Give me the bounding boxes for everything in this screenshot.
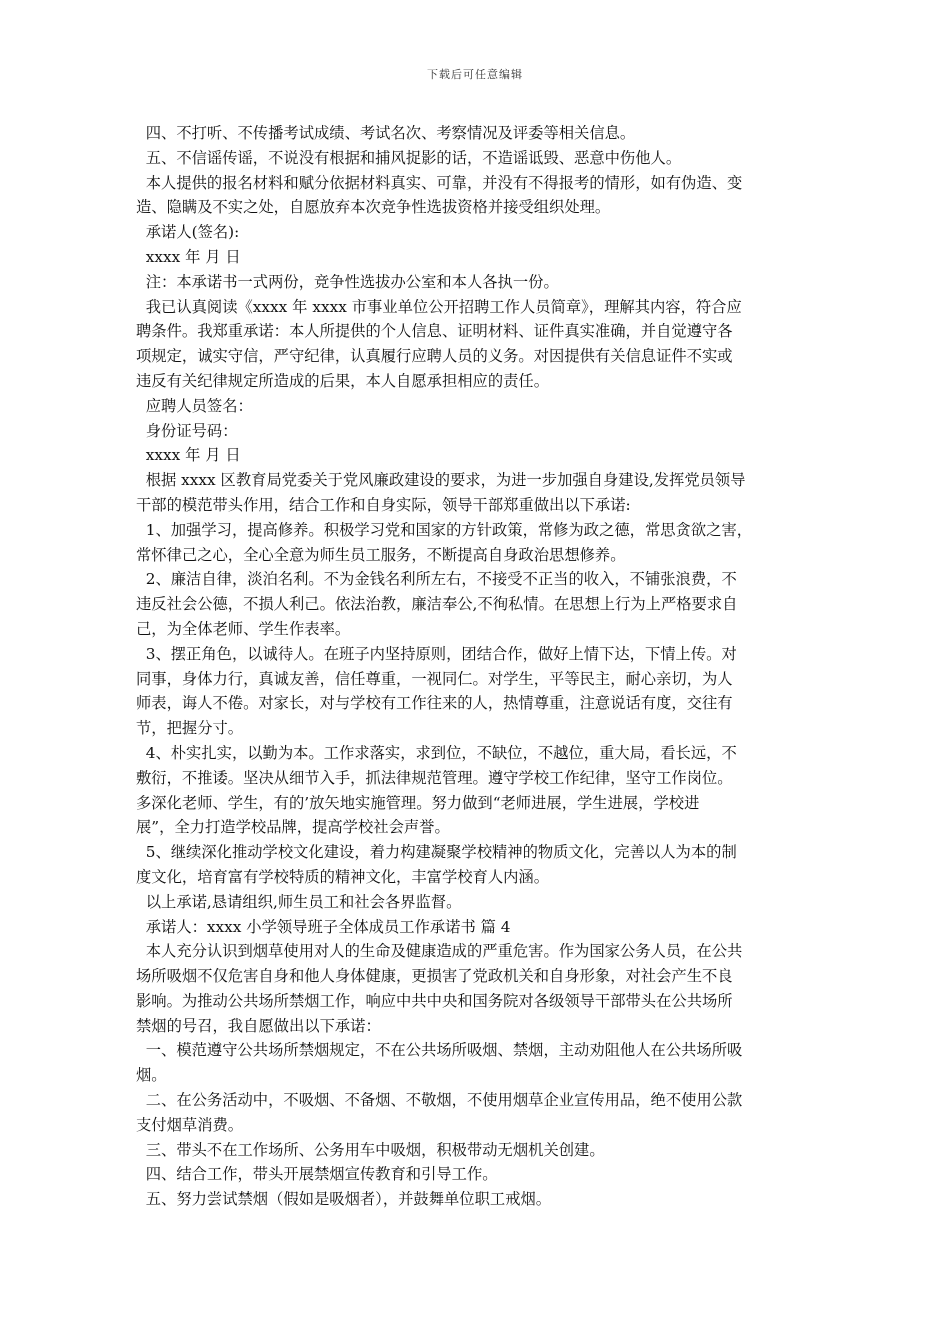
text-line: 承诺人：xxxx 小学领导班子全体成员工作承诺书 篇 4 <box>136 917 511 936</box>
text-line: 场所吸烟不仅危害自身和他人身体健康，更损害了党政机关和自身形象，对社会产生不良 <box>136 967 733 986</box>
text-line: 我已认真阅读《xxxx 年 xxxx 市事业单位公开招聘工作人员简章》，理解其内容，符合应 <box>136 297 742 316</box>
text-line: 师表，诲人不倦。对家长，对与学校有工作往来的人，热情尊重，注意说话有度，交往有 <box>136 694 733 713</box>
text-line: 展”，全力打造学校品牌，提高学校社会声誉。 <box>136 818 450 837</box>
text-line: 身份证号码： <box>136 421 238 440</box>
text-line: 违反有关纪律规定所造成的后果，本人自愿承担相应的责任。 <box>136 371 550 390</box>
page-header: 下载后可任意编辑 <box>427 68 523 81</box>
text-line: 同事，身体力行，真诚友善，信任尊重，一视同仁。对学生，平等民主，耐心亲切，为人 <box>136 669 733 688</box>
text-line: 禁烟的号召，我自愿做出以下承诺： <box>136 1016 381 1035</box>
text-line: 违反社会公德，不损人利己。依法治教，廉洁奉公,不徇私情。在思想上行为上严格要求自 <box>136 595 738 614</box>
text-line: 以上承诺,恳请组织,师生员工和社会各界监督。 <box>136 892 462 911</box>
text-line: 项规定，诚实守信，严守纪律，认真履行应聘人员的义务。对因提供有关信息证件不实或 <box>136 347 733 366</box>
text-line: 三、带头不在工作场所、公务用车中吸烟，积极带动无烟机关创建。 <box>136 1140 605 1159</box>
text-line: 根据 xxxx 区教育局党委关于党风廉政建设的要求，为进一步加强自身建设,发挥党员领导 <box>136 471 746 490</box>
text-line: 造、隐瞒及不实之处，自愿放弃本次竞争性选拔资格并接受组织处理。 <box>136 198 611 217</box>
text-line: 四、不打听、不传播考试成绩、考试名次、考察情况及评委等相关信息。 <box>136 124 636 142</box>
text-line: 二、在公务活动中，不吸烟、不备烟、不敬烟，不使用烟草企业宣传用品，绝不使用公款 <box>136 1091 743 1110</box>
text-line: 干部的模范带头作用，结合工作和自身实际，领导干部郑重做出以下承诺: <box>136 495 631 514</box>
text-line: 应聘人员签名： <box>136 396 253 415</box>
text-line: 4、朴实扎实，以勤为本。工作求落实，求到位，不缺位，不越位，重大局，看长远，不 <box>136 743 737 762</box>
text-line: 五、努力尝试禁烟（假如是吸烟者），并鼓舞单位职工戒烟。 <box>136 1190 552 1209</box>
text-line: 本人充分认识到烟草使用对人的生命及健康造成的严重危害。作为国家公务人员，在公共 <box>136 942 743 961</box>
text-line: 本人提供的报名材料和赋分依据材料真实、可靠，并没有不得报考的情形，如有伪造、变 <box>136 173 743 192</box>
text-line: 承诺人(签名): <box>136 223 240 242</box>
text-line: 五、不信谣传谣，不说没有根据和捕风捉影的话，不造谣诋毁、恶意中伤他人。 <box>136 148 682 167</box>
text-line: 己，为全体老师、学生作表率。 <box>136 619 351 638</box>
text-line: 常怀律己之心，全心全意为师生员工服务，不断提高自身政治思想修养。 <box>136 545 626 564</box>
text-line: 2、廉洁自律，淡泊名利。不为金钱名利所左右，不接受不正当的收入，不铺张浪费，不 <box>136 570 737 589</box>
text-line: 一、模范遵守公共场所禁烟规定，不在公共场所吸烟、禁烟，主动劝阻他人在公共场所吸 <box>136 1041 743 1060</box>
text-line: 5、继续深化推动学校文化建设，着力构建凝聚学校精神的物质文化，完善以人为本的制 <box>136 843 737 862</box>
text-line: 影响。为推动公共场所禁烟工作，响应中共中央和国务院对各级领导干部带头在公共场所 <box>136 991 733 1010</box>
text-line: 1、加强学习，提高修养。积极学习党和国家的方针政策，常修为政之德，常思贪欲之害， <box>136 520 753 539</box>
text-line: 注：本承诺书一式两份，竞争性选拔办公室和本人各执一份。 <box>136 272 559 291</box>
text-line: 节，把握分寸。 <box>136 719 244 738</box>
text-line: 四、结合工作，带头开展禁烟宣传教育和引导工作。 <box>136 1165 498 1184</box>
text-line: 聘条件。我郑重承诺：本人所提供的个人信息、证明材料、证件真实准确，并自觉遵守各 <box>136 322 733 341</box>
text-line: 3、摆正角色，以诚待人。在班子内坚持原则，团结合作，做好上情下达，下情上传。对 <box>136 644 737 663</box>
text-line: 敷衍，不推诿。坚决从细节入手，抓法律规范管理。遵守学校工作纪律，坚守工作岗位。 <box>136 768 733 787</box>
text-line: xxxx 年 月 日 <box>136 446 241 465</box>
text-line: xxxx 年 月 日 <box>136 247 241 266</box>
text-line: 多深化老师、学生，有的’放矢地实施管理。努力做到“老师进展，学生进展，学校进 <box>136 793 700 812</box>
text-line: 支付烟草消费。 <box>136 1115 244 1134</box>
text-line: 度文化，培育富有学校特质的精神文化，丰富学校育人内涵。 <box>136 867 550 886</box>
text-line: 烟。 <box>136 1066 167 1085</box>
document-body <box>136 121 816 1212</box>
